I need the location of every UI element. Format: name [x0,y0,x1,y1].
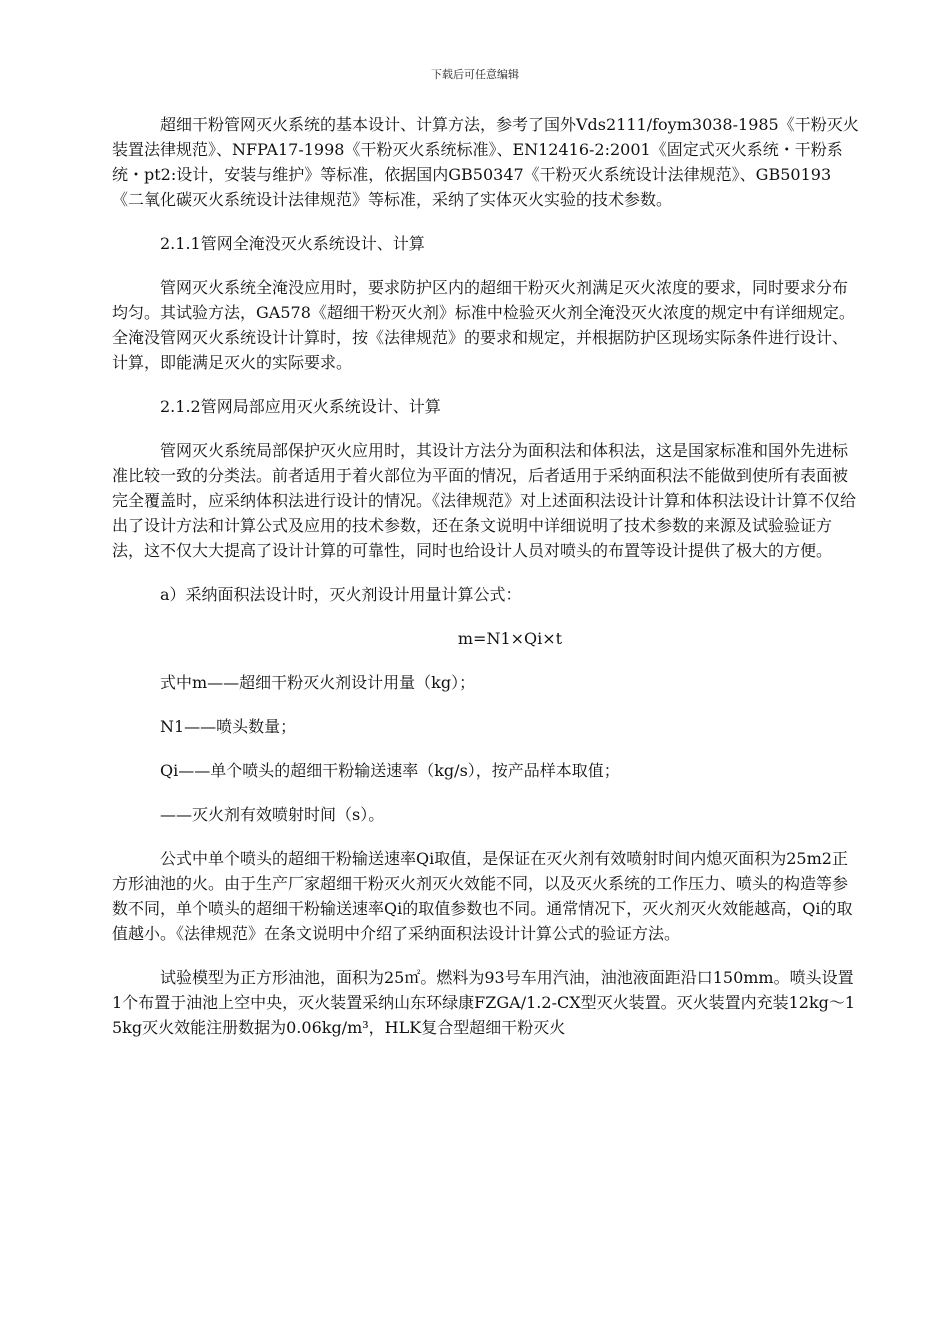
page-header-note: 下载后可任意编辑 [431,68,519,81]
definition-n1: N1——喷头数量； [160,717,297,736]
paragraph-total-flooding: 管网灭火系统全淹没应用时，要求防护区内的超细干粉灭火剂满足灭火浓度的要求，同时要求分布均匀。其试验方法，GA578《超细干粉灭火剂》标准中检验灭火剂全淹没灭火浓度的规定中有详细规定。全淹没管网灭火系统设计计算时，按《法律规范》的要求和规定，并根据防护区现场实际条件进行设计、计算，即能满足灭火的实际要求。 [112,278,855,372]
paragraph-intro: 超细干粉管网灭火系统的基本设计、计算方法，参考了国外Vds2111/foym3038-1985《干粉灭火装置法律规范》、NFPA17-1998《干粉灭火系统标准》、EN12416-2:2001《固定式灭火系统・干粉系统・pt2:设计，安装与维护》等标准，依据国内GB50347《干粉灭火系统设计法律规范》、GB50193《二氧化碳灭火系统设计法律规范》等标准，采纳了实体灭火实验的技术参数。 [112,115,859,209]
list-item-a: a）采纳面积法设计时，灭火剂设计用量计算公式： [160,585,522,604]
definition-qi: Qi——单个喷头的超细干粉输送速率（kg/s），按产品样本取值； [160,761,620,780]
section-heading-2-1-2: 2.1.2管网局部应用灭火系统设计、计算 [160,397,441,416]
formula: m=N1×Qi×t [457,629,563,648]
paragraph-local-application: 管网灭火系统局部保护灭火应用时，其设计方法分为面积法和体积法，这是国家标准和国外先进标准比较一致的分类法。前者适用于着火部位为平面的情况，后者适用于采纳面积法不能做到使所有表面被完全覆盖时，应采纳体积法进行设计的情况。《法律规范》对上述面积法设计计算和体积法设计计算不仅给出了设计方法和计算公式及应用的技术参数，还在条文说明中详细说明了技术参数的来源及试验验证方法，这不仅大大提高了设计计算的可靠性，同时也给设计人员对喷头的布置等设计提供了极大的方便。 [112,441,857,560]
paragraph-test-model: 试验模型为正方形油池，面积为25㎡。燃料为93号车用汽油，油池液面距沿口150mm。喷头设置1个布置于油池上空中央，灭火装置采纳山东环绿康FZGA/1.2-CX型灭火装置。灭火装置内充装12kg～15kg灭火效能注册数据为0.06kg/m³，HLK复合型超细干粉灭火 [112,968,856,1037]
document-body [112,112,860,1059]
paragraph-qi-explanation: 公式中单个喷头的超细干粉输送速率Qi取值，是保证在灭火剂有效喷射时间内熄灭面积为25m2正方形油池的火。由于生产厂家超细干粉灭火剂灭火效能不同，以及灭火系统的工作压力、喷头的构造等参数不同，单个喷头的超细干粉输送速率Qi的取值参数也不同。通常情况下，灭火剂灭火效能越高，Qi的取值越小。《法律规范》在条文说明中介绍了采纳面积法设计计算公式的验证方法。 [112,849,853,943]
section-heading-2-1-1: 2.1.1管网全淹没灭火系统设计、计算 [160,234,425,253]
definition-m: 式中m——超细干粉灭火剂设计用量（kg）； [160,673,476,692]
definition-t: ——灭火剂有效喷射时间（s）。 [160,805,385,824]
